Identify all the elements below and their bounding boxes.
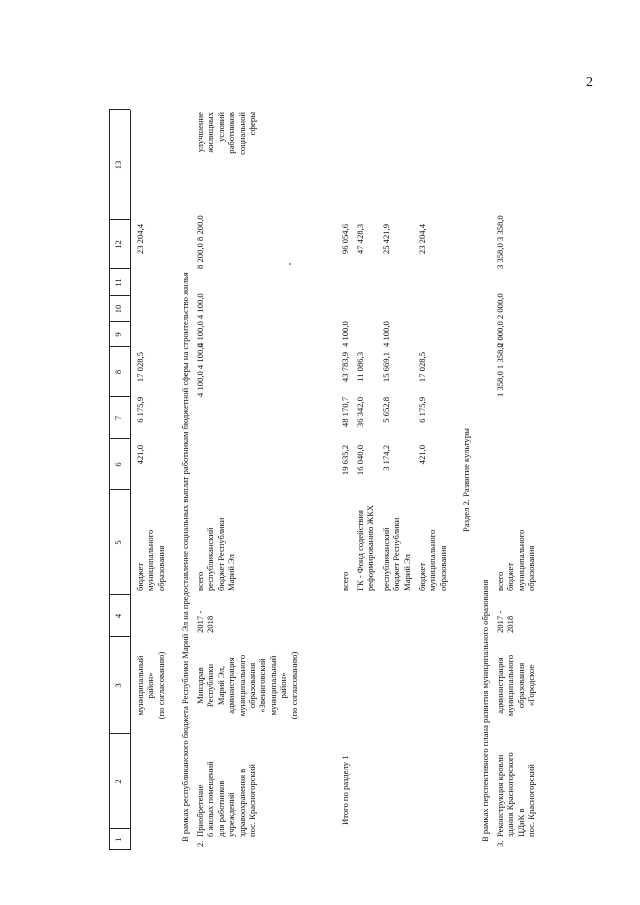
row3-col12: 3 358,0 3 358,0	[495, 215, 505, 269]
total1-r3-col7: 5 652,8	[381, 397, 391, 423]
cont-col8: 17 028,5	[135, 352, 145, 383]
total1-source-municipal: бюджет муниципального образования	[417, 529, 448, 591]
cont-organization: муниципальный район» (по согласованию)	[135, 651, 166, 720]
row2-name: Приобретение 6 жилых помещений для работников учреждений здравоохранения в пос. Красногорский	[195, 761, 258, 837]
row3-organization: администрация муниципального образования «Городское	[495, 654, 537, 717]
header-col-7: 7	[113, 415, 123, 421]
header-col-3: 3	[113, 683, 123, 688]
cont-col6: 421,0	[135, 445, 145, 465]
page-number: 2	[586, 75, 593, 90]
total1-source-fund: ГК - Фонд содействия реформированию ЖКХ	[355, 504, 376, 591]
table-top-rule	[109, 110, 110, 850]
total1-r3-col6: 3 174,2	[381, 445, 391, 471]
total1-r4-col8: 17 028,5	[417, 352, 427, 383]
header-col-10: 10	[113, 304, 123, 314]
row3-number: 3.	[495, 840, 505, 847]
cont-funding-source: бюджет муниципального образования	[135, 529, 166, 591]
total1-r3-col12: 25 421,9	[381, 224, 391, 255]
header-col-8: 8	[113, 369, 123, 375]
total1-r1-col6: 19 635,2	[340, 445, 350, 476]
row2-col12: 8 200,0 8 200,0	[195, 215, 205, 269]
row2-col9: 4 100,0 4 100,0	[195, 293, 205, 347]
row2-funding-source: всего республиканский бюджет Республики Марий Эл	[195, 517, 237, 591]
row3-col9: 2 000,0 2 000,0	[495, 293, 505, 347]
rotated-table	[109, 110, 554, 850]
row2-col8: 4 100,0 4 100,0	[195, 343, 205, 397]
table-header-rule	[130, 110, 131, 850]
total1-r4-col7: 6 175,9	[417, 397, 427, 423]
header-col-6: 6	[113, 462, 123, 467]
total1-r3-col9: 4 100,0	[381, 321, 391, 347]
total1-r1-col12: 96 054,6	[340, 224, 350, 255]
total1-source-republic: республиканский бюджет Республики Марий Эл	[381, 517, 412, 591]
header-col-1: 1	[113, 837, 123, 842]
header-col-4: 4	[113, 613, 123, 619]
total1-source-all: всего	[340, 571, 350, 591]
section2-note: В рамках перспективного плана развития муниципального образования	[480, 579, 490, 842]
header-col-13: 13	[113, 160, 123, 170]
row2-organization: Минздрав Республики Марий Эл, администрация муниципального образования «Звениговский муниципальный район» (по согласованию)	[195, 651, 299, 720]
total1-r2-col8: 11 086,3	[355, 352, 365, 382]
row2-result: улучшение жилищных условий работников социальной сферы	[195, 112, 258, 155]
total1-r2-col7: 36 342,0	[355, 397, 365, 428]
total1-r3-col8: 15 669,1	[381, 352, 391, 383]
total1-r2-col6: 16 040,0	[355, 445, 365, 476]
section2-title: Раздел 2. Развитие культуры	[461, 428, 471, 532]
row3-period: 2017 - 2018	[495, 610, 516, 633]
row2-number: 2.	[195, 840, 205, 847]
total1-r2-col12: 47 428,3	[355, 224, 365, 255]
total1-r1-col9: 4 100,0	[340, 321, 350, 347]
header-col-5: 5	[113, 540, 123, 545]
header-col-11: 11	[113, 278, 123, 287]
cont-col12: 23 204,4	[135, 224, 145, 255]
header-col-9: 9	[113, 332, 123, 337]
total1-label: Итого по разделу 1	[340, 755, 350, 825]
header-col-2: 2	[113, 779, 123, 784]
total1-r4-col12: 23 204,4	[417, 224, 427, 255]
total1-r4-col6: 421,0	[417, 445, 427, 465]
section1-note: В рамках республиканского бюджета Республики Марий Эл на предоставление социальных выплат работникам бюджетной сферы на строительство жилья	[180, 272, 190, 842]
cont-col7: 6 175,9	[135, 397, 145, 423]
total1-r1-col8: 43 783,9	[340, 352, 350, 383]
row3-funding-source: всего бюджет муниципального образования	[495, 529, 537, 591]
header-col-12: 12	[113, 240, 123, 249]
row2-period: 2017 - 2018	[195, 610, 216, 633]
row3-col8: 1 358,0 1 358,0	[495, 343, 505, 397]
row3-name: Реконструкция кровли здания Красногорского ЦДиК в пос. Красногорский	[495, 752, 537, 837]
total1-r1-col7: 48 170,7	[340, 397, 350, 428]
